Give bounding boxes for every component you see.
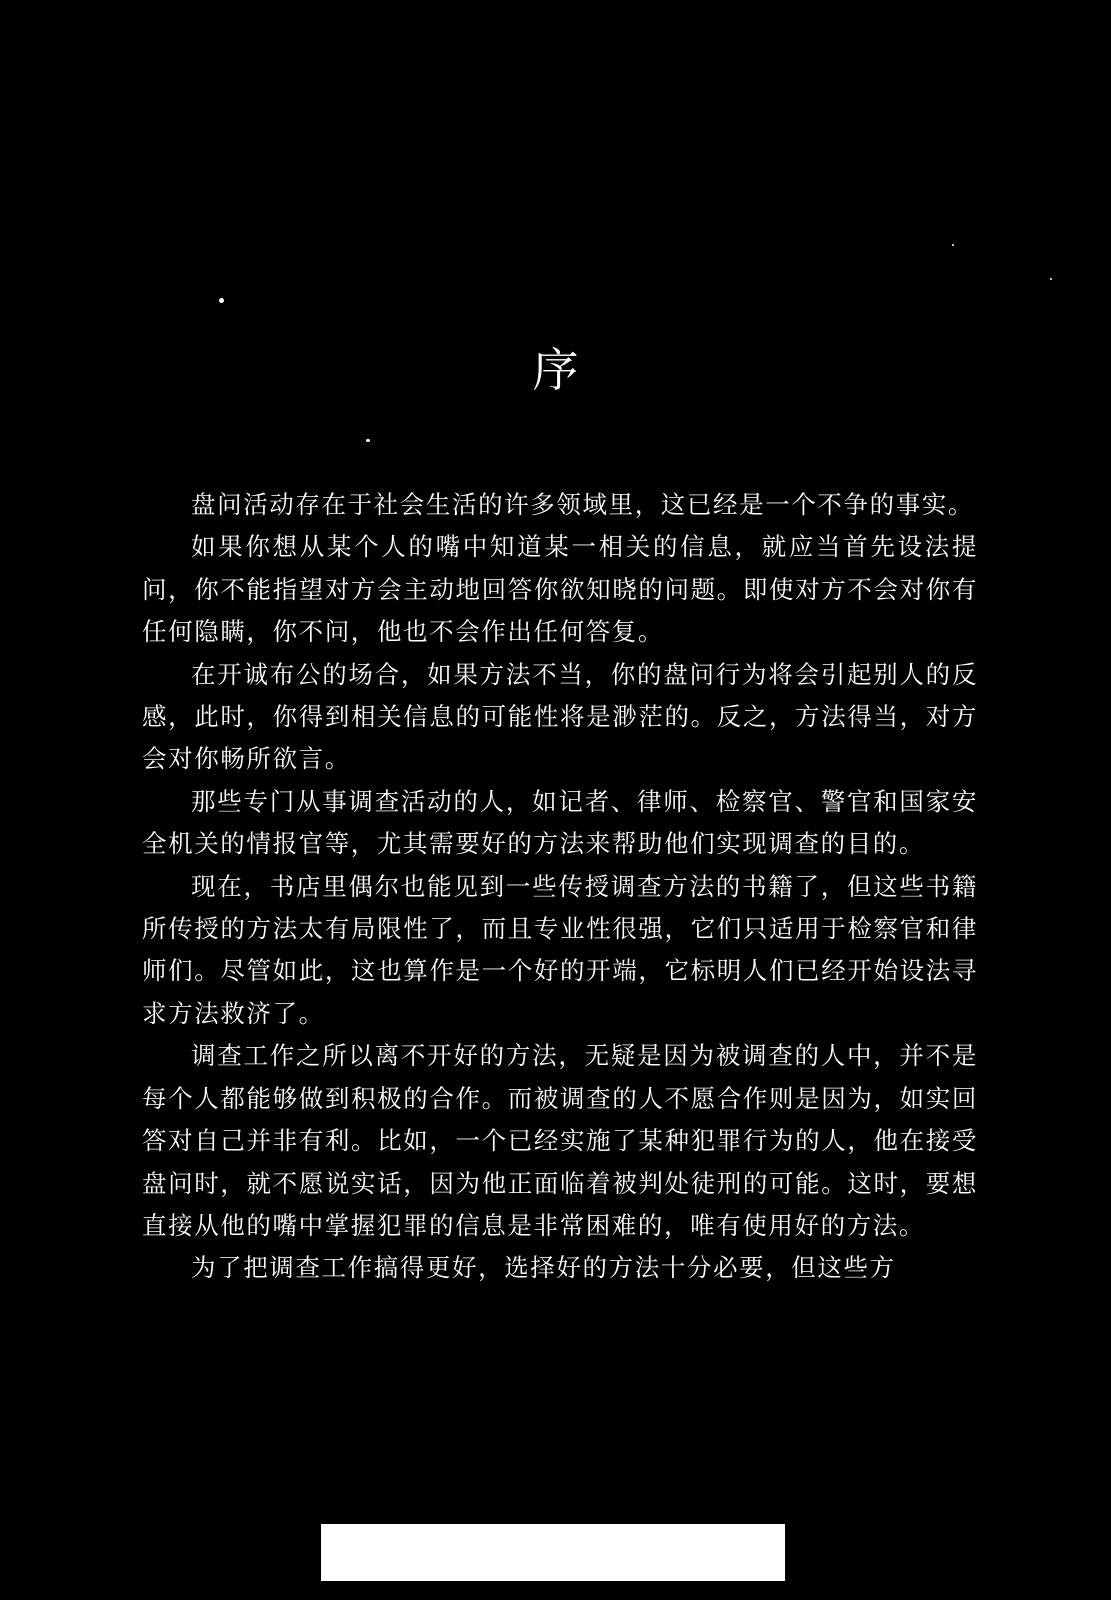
paragraph: 那些专门从事调查活动的人，如记者、律师、检察官、警官和国家安全机关的情报官等，尤其需要好的方法来帮助他们实现调查的目的。 (142, 786, 978, 859)
paragraph: 盘问活动存在于社会生活的许多领域里，这已经是一个不争的事实。 (191, 490, 974, 519)
scan-speck (366, 439, 370, 442)
paragraph: 调查工作之所以离不开好的方法，无疑是因为被调查的人中，并不是每个人都能够做到积极的合作。而被调查的人不愿合作则是因为，如实回答对自己并非有利。比如，一个已经实施了某种犯罪行为的人，他在接受盘问时，就不愿说实话，因为他正面临着被判处徒刑的可能。这时，要想直接从他的嘴中掌握犯罪的信息是非常困难的，唯有使用好的方法。 (142, 1041, 978, 1240)
scan-speck (952, 244, 954, 246)
page-title: 序 (532, 343, 579, 397)
preface-body (142, 484, 978, 1290)
white-bar (321, 1524, 785, 1581)
paragraph: 在开诚布公的场合，如果方法不当，你的盘问行为将会引起别人的反感，此时，你得到相关信息的可能性将是渺茫的。反之，方法得当，对方会对你畅所欲言。 (142, 659, 978, 774)
scan-speck (219, 298, 224, 303)
paragraph: 现在，书店里偶尔也能见到一些传授调查方法的书籍了，但这些书籍所传授的方法太有局限性了，而且专业性很强，它们只适用于检察官和律师们。尽管如此，这也算作是一个好的开端，它标明人们已经开始设法寻求方法救济了。 (142, 871, 978, 1028)
paragraph: 如果你想从某个人的嘴中知道某一相关的信息，就应当首先设法提问，你不能指望对方会主动地回答你欲知晓的问题。即使对方不会对你有任何隐瞒，你不问，他也不会作出任何答复。 (142, 532, 978, 647)
paragraph: 为了把调查工作搞得更好，选择好的方法十分必要，但这些方 (191, 1253, 896, 1283)
scan-speck (1050, 278, 1052, 280)
